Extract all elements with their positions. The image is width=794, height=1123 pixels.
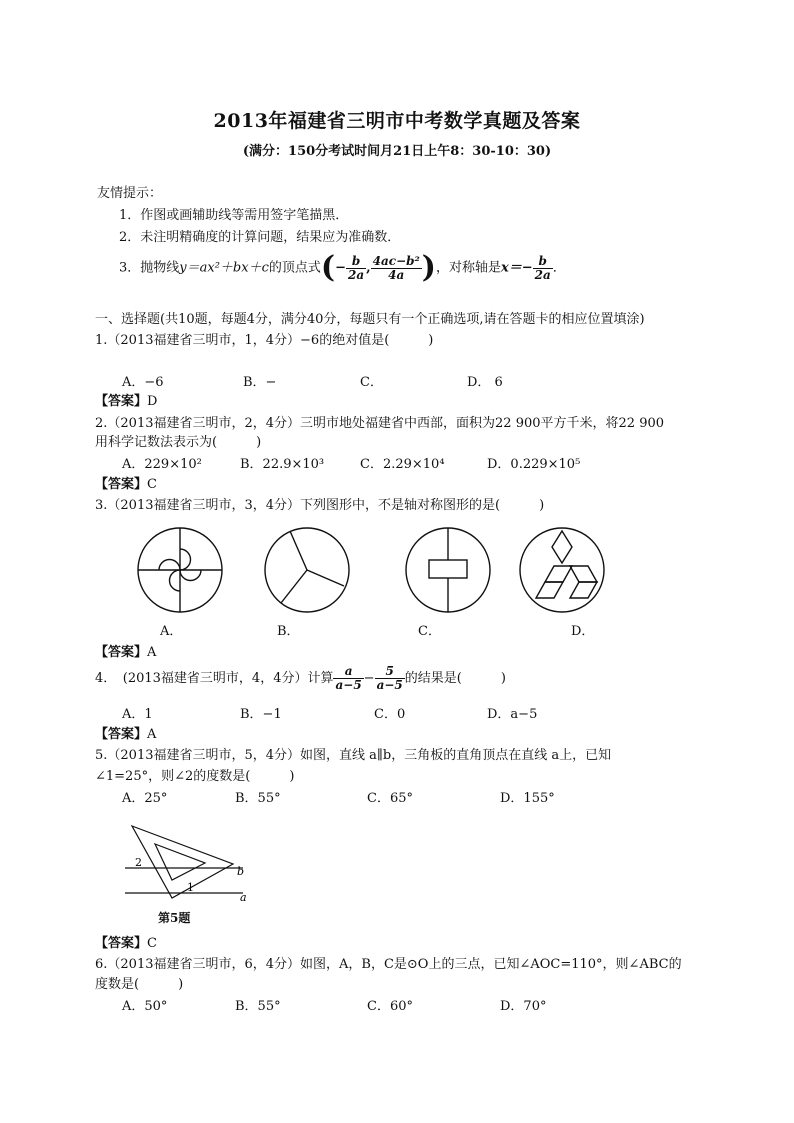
q5-stem-line1: 5.（2013福建省三明市，5，4分）如图，直线 a∥b，三角板的直角顶点在直线 a上，已知 xyxy=(95,748,612,763)
axis-lhs: x＝− xyxy=(501,260,533,276)
triangle-inner xyxy=(155,844,205,880)
q1-answer: 【答案】D xyxy=(95,394,158,409)
figure-a-pinwheel xyxy=(138,528,222,612)
q4-fraction-1: $\frac{a}{a-5}$ xyxy=(335,664,362,692)
q6-option-c: C．60° xyxy=(367,999,413,1014)
q6-option-b: B．55° xyxy=(235,999,281,1014)
q1-option-d: D． 6 xyxy=(467,375,503,390)
q1-option-c: C． xyxy=(360,375,383,390)
line-a-label: a xyxy=(240,891,247,904)
page-title: 2013年福建省三明市中考数学真题及答案 xyxy=(213,110,581,132)
q3-figures xyxy=(130,520,620,620)
q5-stem-line2: ∠1=25°，则∠2的度数是( ) xyxy=(95,769,295,784)
q3-stem: 3.（2013福建省三明市，3，4分）下列图形中，不是轴对称图形的是( ) xyxy=(95,498,545,513)
q5-option-b: B．55° xyxy=(235,791,281,806)
vertex-x-fraction: $\frac{b}{2a}$ xyxy=(347,253,365,282)
q5-figure xyxy=(115,818,255,908)
q4-option-c: C．0 xyxy=(374,707,406,722)
tips-heading: 友情提示： xyxy=(97,186,163,201)
q4-option-a: A．1 xyxy=(122,707,153,722)
vertex-y-fraction: $\frac{\text{4ac−b²}}{4a}$ xyxy=(372,253,420,282)
q5-caption: 第5题 xyxy=(158,911,191,925)
tip3-axis-text: ，对称轴是 xyxy=(435,260,501,276)
q1-option-b: B．− xyxy=(243,375,277,390)
tip-item-3: 3．抛物线y＝ax²＋bx＋c的顶点式(− $\frac{b}{2a}$ , $\frac{\text{4ac−b²}}{4a}$ )，对称轴是x＝− $\frac{b}{2a}$ ． xyxy=(119,250,566,285)
q5-option-c: C．65° xyxy=(367,791,413,806)
tip3-prefix: 3．抛物线 xyxy=(119,260,180,276)
figure-b-sectors xyxy=(265,528,349,612)
axis-fraction: $\frac{b}{2a}$ xyxy=(534,253,551,282)
q4-option-b: B．−1 xyxy=(240,707,282,722)
figure-d-diamonds xyxy=(520,528,604,612)
angle-1-label: 1 xyxy=(187,881,194,894)
q4-answer: 【答案】A xyxy=(95,727,157,742)
angle-2-label: 2 xyxy=(135,856,142,869)
right-paren-icon: ) xyxy=(421,250,436,285)
q6-option-d: D．70° xyxy=(500,999,547,1014)
q4-stem: 4． (2013福建省三明市，4，4分）计算 $\frac{a}{a-5}$ − $\frac{5}{a-5}$ 的结果是( ) xyxy=(95,664,506,692)
q2-stem-line1: 2.（2013福建省三明市，2，4分）三明市地处福建省中西部，面积为22 900平方千米，将22 900 xyxy=(95,416,665,431)
q3-label-c: C． xyxy=(418,624,441,639)
q3-answer: 【答案】A xyxy=(95,645,157,660)
q6-stem-line2: 度数是( ) xyxy=(95,977,184,992)
q1-option-a: A．−6 xyxy=(122,375,164,390)
q4-fraction-2: $\frac{5}{a-5}$ xyxy=(376,664,403,692)
q2-option-b: B．22.9×10³ xyxy=(240,457,325,472)
q1-stem: 1.（2013福建省三明市，1，4分）−6的绝对值是( ) xyxy=(95,333,434,348)
left-paren-icon: ( xyxy=(320,250,336,285)
parabola-formula: y＝ax²＋bx＋c xyxy=(179,260,269,276)
figure-c-rectangle xyxy=(406,528,490,612)
q6-stem-line1: 6.（2013福建省三明市，6，4分）如图，A，B，C是⊙O上的三点，已知∠AOC=110°，则∠ABC的 xyxy=(95,957,682,972)
triangle-outer xyxy=(132,826,233,898)
tip-item-2: 2．未注明精确度的计算问题，结果应为准确数． xyxy=(119,230,401,245)
q4-option-d: D．a−5 xyxy=(487,707,538,722)
section-heading: 一、选择题(共10题，每题4分，满分40分，每题只有一个正确选项,请在答题卡的相应位置填涂) xyxy=(95,312,645,327)
tip-item-1: 1．作图或画辅助线等需用签字笔描黑． xyxy=(119,208,349,223)
q5-answer: 【答案】C xyxy=(95,936,157,951)
q6-option-a: A．50° xyxy=(122,999,168,1014)
page-subtitle: (满分：150分考试时间月21日上午8：30-10：30) xyxy=(242,144,552,159)
q3-label-a: A． xyxy=(160,624,183,639)
q2-option-a: A．229×10² xyxy=(122,457,202,472)
q2-option-d: D．0.229×10⁵ xyxy=(487,457,581,472)
line-b-label: b xyxy=(237,865,245,878)
q5-option-a: A．25° xyxy=(122,791,168,806)
q3-label-d: D． xyxy=(571,624,595,639)
q2-answer: 【答案】C xyxy=(95,477,157,492)
tip3-mid: 的顶点式 xyxy=(268,260,321,276)
q2-stem-line2: 用科学记数法表示为( ) xyxy=(95,435,262,450)
q3-label-b: B． xyxy=(277,624,300,639)
q2-option-c: C．2.29×10⁴ xyxy=(360,457,445,472)
q5-option-d: D．155° xyxy=(500,791,555,806)
